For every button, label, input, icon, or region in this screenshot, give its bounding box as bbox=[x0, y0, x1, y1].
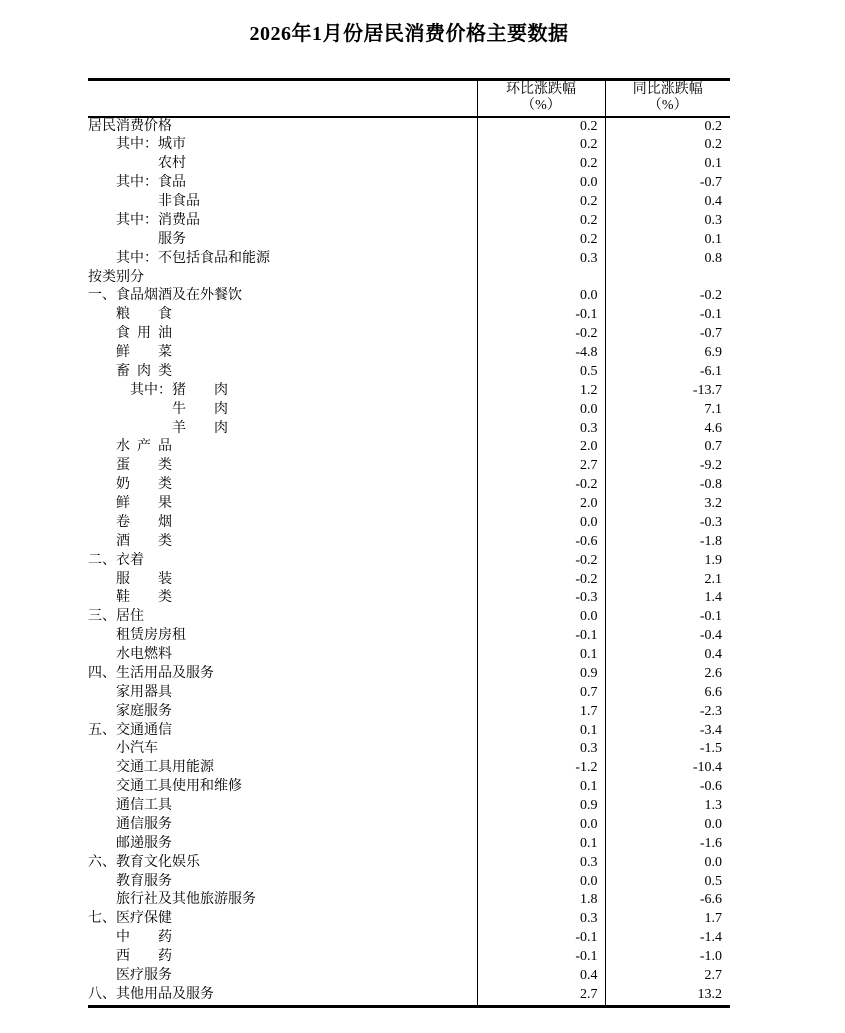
row-label-text: 水产品 bbox=[116, 439, 172, 455]
row-label bbox=[88, 646, 477, 665]
cell-yoy-change: -1.4 bbox=[605, 929, 730, 948]
table-row bbox=[88, 250, 730, 269]
cell-yoy-change: -1.6 bbox=[605, 835, 730, 854]
table-row bbox=[88, 420, 730, 439]
table-row bbox=[88, 155, 730, 174]
row-label-text: 农村 bbox=[158, 156, 186, 172]
row-label-text: 食用油 bbox=[116, 326, 172, 342]
cell-yoy-change: 0.1 bbox=[605, 155, 730, 174]
row-label bbox=[88, 627, 477, 646]
cell-yoy-change: 2.6 bbox=[605, 665, 730, 684]
cell-yoy-change: -0.6 bbox=[605, 778, 730, 797]
table-row bbox=[88, 552, 730, 571]
row-label bbox=[88, 495, 477, 514]
col-header-mom bbox=[477, 80, 605, 117]
cell-mom-change: 0.2 bbox=[477, 231, 605, 250]
row-label bbox=[88, 986, 477, 1006]
row-label bbox=[88, 722, 477, 741]
row-label-text: 教育服务 bbox=[116, 873, 172, 889]
row-label bbox=[88, 420, 477, 439]
page-title: 2026年1月份居民消费价格主要数据 bbox=[249, 23, 569, 45]
row-label-text: 租赁房房租 bbox=[116, 628, 186, 644]
table-row bbox=[88, 401, 730, 420]
row-label bbox=[88, 778, 477, 797]
row-label-text: 旅行社及其他旅游服务 bbox=[116, 892, 256, 908]
cell-yoy-change: -1.8 bbox=[605, 533, 730, 552]
table-row bbox=[88, 363, 730, 382]
row-label-text: 通信工具 bbox=[116, 798, 172, 813]
cell-yoy-change: 0.7 bbox=[605, 438, 730, 457]
cell-mom-change: -0.1 bbox=[477, 929, 605, 948]
row-label-text: 邮递服务 bbox=[116, 835, 172, 851]
cell-yoy-change: -9.2 bbox=[605, 457, 730, 476]
cell-mom-change: 0.4 bbox=[477, 967, 605, 986]
row-label-text: 服务 bbox=[158, 231, 186, 247]
cell-yoy-change: 1.4 bbox=[605, 589, 730, 608]
row-label bbox=[88, 891, 477, 910]
col-header-yoy bbox=[605, 80, 730, 117]
table-row bbox=[88, 136, 730, 155]
row-label bbox=[88, 325, 477, 344]
row-label bbox=[88, 382, 477, 401]
row-label-text: 奶类 bbox=[116, 477, 172, 493]
row-label-text: 不包括食品和能源 bbox=[158, 250, 270, 266]
cell-mom-change: 0.0 bbox=[477, 401, 605, 420]
cell-yoy-change: 0.0 bbox=[605, 854, 730, 873]
table-row bbox=[88, 117, 730, 137]
cell-yoy-change: 1.7 bbox=[605, 910, 730, 929]
row-label-text: 六、教育文化娱乐 bbox=[88, 854, 200, 870]
row-label-text: 五、交通通信 bbox=[88, 722, 172, 738]
row-label bbox=[88, 608, 477, 627]
row-label bbox=[88, 287, 477, 306]
row-label-text: 三、居住 bbox=[88, 609, 144, 625]
row-label bbox=[88, 212, 477, 231]
cpi-table bbox=[88, 78, 730, 1008]
row-label bbox=[88, 816, 477, 835]
row-label bbox=[88, 476, 477, 495]
cell-yoy-change: -2.3 bbox=[605, 703, 730, 722]
cell-yoy-change: 0.1 bbox=[605, 231, 730, 250]
cell-yoy-change: 2.7 bbox=[605, 967, 730, 986]
table-row bbox=[88, 722, 730, 741]
row-label bbox=[88, 269, 477, 288]
cell-mom-change: -4.8 bbox=[477, 344, 605, 363]
cell-yoy-change: 0.2 bbox=[605, 136, 730, 155]
row-label-text: 畜肉类 bbox=[116, 363, 172, 379]
cell-yoy-change: -1.5 bbox=[605, 740, 730, 759]
row-label-text: 食品 bbox=[158, 175, 186, 191]
table-row bbox=[88, 891, 730, 910]
row-label bbox=[88, 401, 477, 420]
cell-yoy-change: 6.9 bbox=[605, 344, 730, 363]
col-header-category bbox=[88, 80, 477, 117]
table-row bbox=[88, 325, 730, 344]
cell-mom-change: -0.1 bbox=[477, 306, 605, 325]
row-label-text: 家庭服务 bbox=[116, 703, 172, 719]
cell-yoy-change: 0.8 bbox=[605, 250, 730, 269]
cell-mom-change: 0.9 bbox=[477, 665, 605, 684]
cell-mom-change: 0.3 bbox=[477, 854, 605, 873]
row-label bbox=[88, 438, 477, 457]
col-header-yoy-unit: （%） bbox=[647, 98, 688, 114]
cell-yoy-change bbox=[605, 269, 730, 288]
row-label-text: 交通工具用能源 bbox=[116, 760, 214, 776]
cell-mom-change: -0.2 bbox=[477, 325, 605, 344]
cell-mom-change: 0.0 bbox=[477, 514, 605, 533]
row-label bbox=[88, 571, 477, 590]
row-label-text: 按类别分 bbox=[88, 269, 144, 285]
table-row bbox=[88, 646, 730, 665]
cell-mom-change: 0.2 bbox=[477, 193, 605, 212]
cell-yoy-change: -0.3 bbox=[605, 514, 730, 533]
table-row bbox=[88, 533, 730, 552]
row-label-text: 二、衣着 bbox=[88, 552, 144, 568]
cell-yoy-change: 2.1 bbox=[605, 571, 730, 590]
cell-mom-change: -0.6 bbox=[477, 533, 605, 552]
row-label bbox=[88, 136, 477, 155]
row-label bbox=[88, 589, 477, 608]
row-label-text: 酒类 bbox=[116, 533, 172, 549]
row-label bbox=[88, 533, 477, 552]
row-label-text: 粮食 bbox=[116, 307, 172, 323]
row-label bbox=[88, 363, 477, 382]
table-row bbox=[88, 438, 730, 457]
cell-mom-change: 2.7 bbox=[477, 986, 605, 1006]
table-body bbox=[88, 117, 730, 1007]
row-label bbox=[88, 703, 477, 722]
cell-mom-change: 0.2 bbox=[477, 136, 605, 155]
table-row bbox=[88, 967, 730, 986]
cell-yoy-change: 0.3 bbox=[605, 212, 730, 231]
cell-mom-change: 0.1 bbox=[477, 778, 605, 797]
row-label-text: 牛肉 bbox=[172, 401, 228, 417]
row-label-text: 一、食品烟酒及在外餐饮 bbox=[88, 288, 242, 304]
cell-mom-change: 0.0 bbox=[477, 816, 605, 835]
row-label-text: 医疗服务 bbox=[116, 967, 172, 983]
cell-yoy-change: -6.1 bbox=[605, 363, 730, 382]
row-label-text: 八、其他用品及服务 bbox=[88, 986, 214, 1002]
row-label-text: 小汽车 bbox=[116, 741, 158, 757]
row-label bbox=[88, 552, 477, 571]
cell-mom-change: 0.3 bbox=[477, 420, 605, 439]
table-row bbox=[88, 835, 730, 854]
cell-mom-change: 2.0 bbox=[477, 495, 605, 514]
table-row bbox=[88, 816, 730, 835]
cell-mom-change: -0.3 bbox=[477, 589, 605, 608]
cell-yoy-change: -3.4 bbox=[605, 722, 730, 741]
cell-mom-change: -0.2 bbox=[477, 571, 605, 590]
cell-mom-change: 1.8 bbox=[477, 891, 605, 910]
cell-yoy-change: 7.1 bbox=[605, 401, 730, 420]
row-label-text: 通信服务 bbox=[116, 816, 172, 832]
cell-mom-change: -0.2 bbox=[477, 476, 605, 495]
table-row bbox=[88, 344, 730, 363]
row-label-prefix: 其中： bbox=[116, 250, 158, 266]
cell-mom-change: 0.7 bbox=[477, 684, 605, 703]
cell-yoy-change: 0.2 bbox=[605, 117, 730, 137]
table-row bbox=[88, 476, 730, 495]
cell-mom-change: 2.7 bbox=[477, 457, 605, 476]
row-label bbox=[88, 155, 477, 174]
row-label-prefix: 其中： bbox=[116, 212, 158, 228]
header-row bbox=[88, 80, 730, 117]
row-label-prefix: 其中： bbox=[116, 137, 158, 153]
cell-mom-change: 0.3 bbox=[477, 250, 605, 269]
row-label-text: 消费品 bbox=[158, 212, 200, 228]
row-label bbox=[88, 117, 477, 137]
cell-mom-change: -1.2 bbox=[477, 759, 605, 778]
table-row bbox=[88, 608, 730, 627]
cell-mom-change: 2.0 bbox=[477, 438, 605, 457]
row-label bbox=[88, 835, 477, 854]
table-row bbox=[88, 212, 730, 231]
row-label-text: 非食品 bbox=[158, 194, 200, 209]
cell-mom-change: 1.2 bbox=[477, 382, 605, 401]
row-label bbox=[88, 854, 477, 873]
table-row bbox=[88, 193, 730, 212]
table-row bbox=[88, 929, 730, 948]
cell-yoy-change: 0.4 bbox=[605, 646, 730, 665]
cell-yoy-change: 4.6 bbox=[605, 420, 730, 439]
row-label-text: 卷烟 bbox=[116, 514, 172, 530]
table-row bbox=[88, 759, 730, 778]
col-header-yoy-label: 同比涨跌幅 bbox=[632, 82, 703, 98]
row-label-text: 七、医疗保健 bbox=[88, 911, 172, 927]
row-label bbox=[88, 457, 477, 476]
cell-mom-change: 0.2 bbox=[477, 117, 605, 137]
row-label-text: 水电燃料 bbox=[116, 647, 172, 662]
row-label-text: 四、生活用品及服务 bbox=[88, 665, 214, 681]
row-label-text: 城市 bbox=[158, 137, 186, 153]
row-label-text: 交通工具使用和维修 bbox=[116, 779, 242, 795]
table-row bbox=[88, 287, 730, 306]
cell-mom-change: 0.1 bbox=[477, 646, 605, 665]
row-label bbox=[88, 948, 477, 967]
cell-yoy-change: -0.7 bbox=[605, 325, 730, 344]
cell-yoy-change: -0.1 bbox=[605, 306, 730, 325]
cell-mom-change: 0.9 bbox=[477, 797, 605, 816]
row-label-text: 中药 bbox=[116, 930, 172, 946]
col-header-mom-unit: （%） bbox=[521, 98, 561, 114]
table-row bbox=[88, 231, 730, 250]
row-label bbox=[88, 344, 477, 363]
table-row bbox=[88, 910, 730, 929]
cell-yoy-change: -13.7 bbox=[605, 382, 730, 401]
row-label bbox=[88, 665, 477, 684]
table-row bbox=[88, 778, 730, 797]
row-label-text: 居民消费价格 bbox=[88, 118, 172, 134]
cell-yoy-change: -10.4 bbox=[605, 759, 730, 778]
row-label bbox=[88, 514, 477, 533]
table-row bbox=[88, 627, 730, 646]
table-row bbox=[88, 495, 730, 514]
row-label-text: 家用器具 bbox=[116, 684, 172, 700]
cell-yoy-change: 3.2 bbox=[605, 495, 730, 514]
cell-yoy-change: -6.6 bbox=[605, 891, 730, 910]
row-label bbox=[88, 740, 477, 759]
cell-yoy-change: -0.8 bbox=[605, 476, 730, 495]
cell-mom-change: 0.0 bbox=[477, 608, 605, 627]
row-label bbox=[88, 193, 477, 212]
row-label bbox=[88, 684, 477, 703]
table-row bbox=[88, 948, 730, 967]
row-label-prefix: 其中： bbox=[130, 382, 172, 398]
cell-mom-change: 0.1 bbox=[477, 722, 605, 741]
row-label-text: 服装 bbox=[116, 571, 172, 587]
cell-yoy-change: 6.6 bbox=[605, 684, 730, 703]
cell-yoy-change: 0.4 bbox=[605, 193, 730, 212]
table-row bbox=[88, 665, 730, 684]
cell-yoy-change: -0.2 bbox=[605, 287, 730, 306]
row-label bbox=[88, 231, 477, 250]
cell-mom-change: 0.1 bbox=[477, 835, 605, 854]
table-row bbox=[88, 986, 730, 1006]
table-row bbox=[88, 854, 730, 873]
row-label-text: 鲜果 bbox=[116, 496, 172, 511]
row-label bbox=[88, 759, 477, 778]
table-row bbox=[88, 571, 730, 590]
table-row bbox=[88, 174, 730, 193]
cell-mom-change: -0.1 bbox=[477, 627, 605, 646]
cell-mom-change: 0.0 bbox=[477, 873, 605, 892]
cell-mom-change bbox=[477, 269, 605, 288]
row-label bbox=[88, 306, 477, 325]
cell-yoy-change: -0.7 bbox=[605, 174, 730, 193]
cell-mom-change: 1.7 bbox=[477, 703, 605, 722]
cell-mom-change: -0.2 bbox=[477, 552, 605, 571]
cell-yoy-change: 13.2 bbox=[605, 986, 730, 1006]
row-label bbox=[88, 873, 477, 892]
table-row bbox=[88, 514, 730, 533]
row-label-text: 鲜菜 bbox=[116, 345, 172, 360]
cell-mom-change: 0.2 bbox=[477, 155, 605, 174]
col-header-mom-label: 环比涨跌幅 bbox=[506, 82, 576, 98]
table-row bbox=[88, 684, 730, 703]
row-label bbox=[88, 797, 477, 816]
cell-yoy-change: 0.0 bbox=[605, 816, 730, 835]
row-label-text: 鞋类 bbox=[116, 590, 172, 606]
cell-yoy-change: 0.5 bbox=[605, 873, 730, 892]
row-label bbox=[88, 967, 477, 986]
table-row bbox=[88, 740, 730, 759]
row-label-text: 西药 bbox=[116, 949, 172, 964]
table-row bbox=[88, 457, 730, 476]
cell-mom-change: 0.0 bbox=[477, 287, 605, 306]
cell-yoy-change: -0.4 bbox=[605, 627, 730, 646]
row-label bbox=[88, 174, 477, 193]
cell-yoy-change: 1.3 bbox=[605, 797, 730, 816]
table-row bbox=[88, 382, 730, 401]
cell-yoy-change: 1.9 bbox=[605, 552, 730, 571]
row-label-text: 猪肉 bbox=[172, 382, 228, 398]
table-row bbox=[88, 269, 730, 288]
row-label bbox=[88, 250, 477, 269]
cell-yoy-change: -0.1 bbox=[605, 608, 730, 627]
row-label-text: 蛋类 bbox=[116, 458, 172, 474]
table-row bbox=[88, 589, 730, 608]
table-row bbox=[88, 873, 730, 892]
row-label bbox=[88, 910, 477, 929]
table-header bbox=[88, 80, 730, 117]
row-label bbox=[88, 929, 477, 948]
cell-yoy-change: -1.0 bbox=[605, 948, 730, 967]
cell-mom-change: -0.1 bbox=[477, 948, 605, 967]
table-row bbox=[88, 703, 730, 722]
row-label-text: 羊肉 bbox=[172, 420, 228, 436]
cell-mom-change: 0.3 bbox=[477, 910, 605, 929]
cell-mom-change: 0.3 bbox=[477, 740, 605, 759]
cell-mom-change: 0.2 bbox=[477, 212, 605, 231]
table-row bbox=[88, 797, 730, 816]
table-row bbox=[88, 306, 730, 325]
row-label-prefix: 其中： bbox=[116, 175, 158, 191]
cell-mom-change: 0.0 bbox=[477, 174, 605, 193]
cell-mom-change: 0.5 bbox=[477, 363, 605, 382]
